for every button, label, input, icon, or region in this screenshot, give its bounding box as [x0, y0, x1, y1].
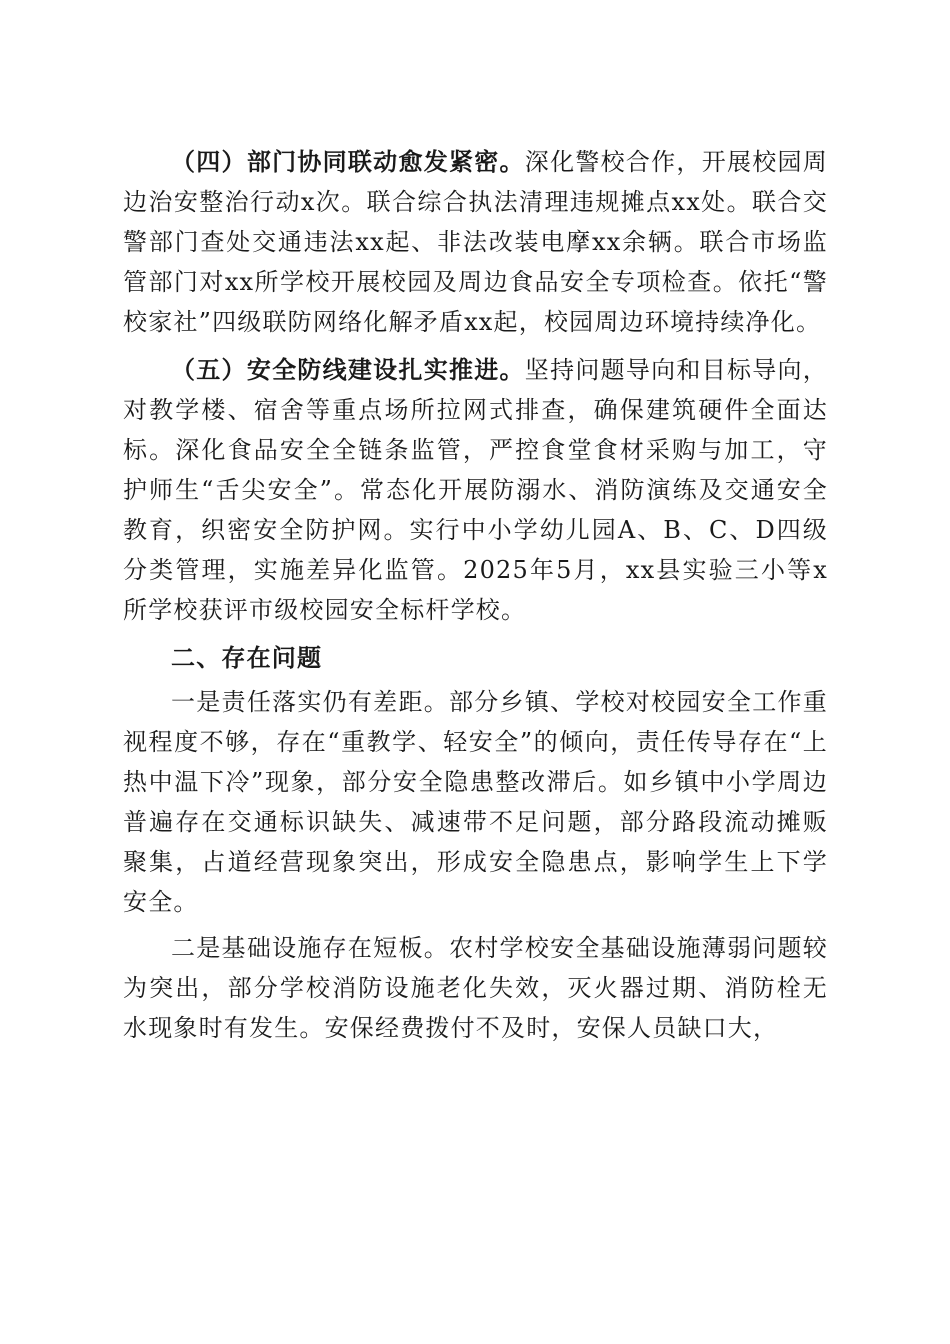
paragraph-lead: 二是基础设施存在短板。 — [171, 934, 449, 962]
section-heading: 二、存在问题 — [171, 644, 323, 672]
paragraph-lead: （四）部门协同联动愈发紧密。 — [171, 147, 525, 176]
paragraph-safety-defense — [123, 350, 828, 630]
paragraph-text: 农村学校安全基础设施薄弱问题较为突出，部分学校消防设施老化失效，灭火器过期、消防栓无水现象时有发生。安保经费拨付不及时，安保人员缺口大， — [123, 934, 829, 1042]
document-body — [123, 142, 828, 1054]
paragraph-problem-1 — [123, 682, 828, 922]
paragraph-lead: 一是责任落实仍有差距。 — [171, 688, 449, 716]
paragraph-lead: （五）安全防线建设扎实推进。 — [171, 355, 525, 384]
paragraph-dept-coordination — [123, 142, 828, 342]
paragraph-text: 部分乡镇、学校对校园安全工作重视程度不够，存在“重教学、轻安全”的倾向，责任传导存在“上热中温下冷”现象，部分安全隐患整改滞后。如乡镇中小学周边普遍存在交通标识缺失、减速带不足问题，部分路段流动摊贩聚集，占道经营现象突出，形成安全隐患点，影响学生上下学安全。 — [123, 688, 829, 916]
paragraph-text: 深化警校合作，开展校园周边治安整治行动x次。联合综合执法清理违规摊点xx处。联合交警部门查处交通违法xx起、非法改装电摩xx余辆。联合市场监管部门对xx所学校开展校园及周边食品安全专项检查。依托“警校家社”四级联防网络化解矛盾xx起，校园周边环境持续净化。 — [123, 148, 828, 336]
paragraph-text: 坚持问题导向和目标导向，对教学楼、宿舍等重点场所拉网式排查，确保建筑硬件全面达标。深化食品安全全链条监管，严控食堂食材采购与加工，守护师生“舌尖安全”。常态化开展防溺水、消防演练及交通安全教育，织密安全防护网。实行中小学幼儿园A、B、C、D四级分类管理，实施差异化监管。2025年5月，xx县实验三小等x所学校获评市级校园安全标杆学校。 — [123, 356, 828, 624]
paragraph-problem-2 — [123, 928, 828, 1048]
